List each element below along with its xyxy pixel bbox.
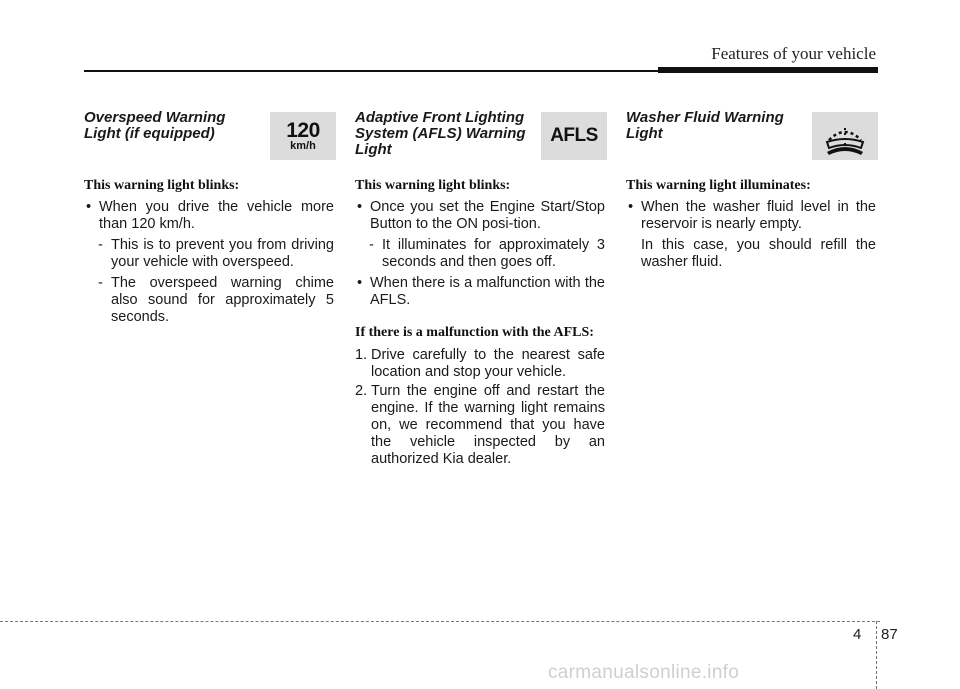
- watermark: carmanualsonline.info: [548, 662, 740, 683]
- bullet-mark: •: [86, 199, 92, 215]
- bullet-text: When there is a malfunction with the AFLS.: [370, 275, 605, 308]
- washer-note: In this case, you should refill the washer fluid.: [641, 237, 876, 270]
- dash-mark: -: [369, 237, 374, 253]
- list-item: [355, 199, 605, 233]
- bullet-text: When the washer fluid level in the reservoir is nearly empty.: [641, 199, 876, 232]
- title-line: Light: [355, 141, 392, 158]
- washer-fluid-icon: [812, 112, 878, 160]
- list-item: [84, 275, 334, 326]
- bullet-text: Once you set the Engine Start/Stop Button to the ON posi-tion.: [370, 199, 605, 232]
- page-header-title: Features of your vehicle: [711, 44, 876, 63]
- washer-fluid-glyph: [821, 114, 869, 158]
- icon-text-afls: AFLS: [550, 125, 598, 146]
- afls-icon: [541, 112, 607, 160]
- overspeed-120-kmh-icon: [270, 112, 336, 160]
- washer-fluid-title: [626, 110, 806, 142]
- list-item: [355, 275, 605, 309]
- bullet-mark: •: [628, 199, 634, 215]
- list-item: [355, 237, 605, 271]
- dash-mark: -: [98, 275, 103, 291]
- bullet-text: When you drive the vehicle more than 120 km/h.: [99, 199, 334, 232]
- overspeed-section: [84, 110, 334, 330]
- header-rule: [84, 70, 684, 72]
- dash-mark: -: [98, 237, 103, 253]
- washer-fluid-lead: This warning light illuminates:: [626, 178, 811, 193]
- step-text: Drive carefully to the nearest safe location and stop your vehicle.: [371, 347, 605, 380]
- overspeed-title: [84, 110, 264, 142]
- overspeed-lead: This warning light blinks:: [84, 178, 240, 193]
- title-line: Light: [626, 125, 663, 142]
- afls-lead: This warning light blinks:: [355, 178, 511, 193]
- washer-fluid-section: [626, 110, 876, 275]
- title-line: Light (if equipped): [84, 125, 215, 142]
- afls-malfunction-lead: If there is a malfunction with the AFLS:: [355, 325, 594, 340]
- afls-title: [355, 110, 535, 158]
- icon-text-120: 120: [286, 118, 320, 142]
- list-item: [626, 199, 876, 233]
- sub-text: It illuminates for approximately 3 seconds and then goes off.: [382, 237, 605, 270]
- footer-divider: [876, 621, 877, 689]
- header-rule-accent: [658, 67, 878, 73]
- footer-rule: [0, 621, 880, 622]
- title-line: Adaptive Front Lighting: [355, 109, 525, 126]
- step-text: Turn the engine off and restart the engine. If the warning light remains on, we recommend that you have the vehicle inspected by an authorized Kia dealer.: [371, 383, 605, 467]
- list-item: [355, 383, 605, 468]
- bullet-mark: •: [357, 199, 363, 215]
- list-item: [84, 199, 334, 233]
- chapter-number: 4: [853, 626, 862, 643]
- sub-text: The overspeed warning chime also sound for approximately 5 seconds.: [111, 275, 334, 325]
- list-item: [84, 237, 334, 271]
- list-item: [355, 347, 605, 381]
- icon-text-kmh: km/h: [290, 139, 316, 152]
- step-number: 1.: [355, 347, 368, 363]
- title-line: Overspeed Warning: [84, 109, 226, 126]
- title-line: Washer Fluid Warning: [626, 109, 784, 126]
- afls-section: [355, 110, 605, 470]
- page-number: 87: [881, 626, 898, 643]
- bullet-mark: •: [357, 275, 363, 291]
- step-number: 2.: [355, 383, 368, 399]
- sub-text: This is to prevent you from driving your vehicle with overspeed.: [111, 237, 334, 270]
- title-line: System (AFLS) Warning: [355, 125, 526, 142]
